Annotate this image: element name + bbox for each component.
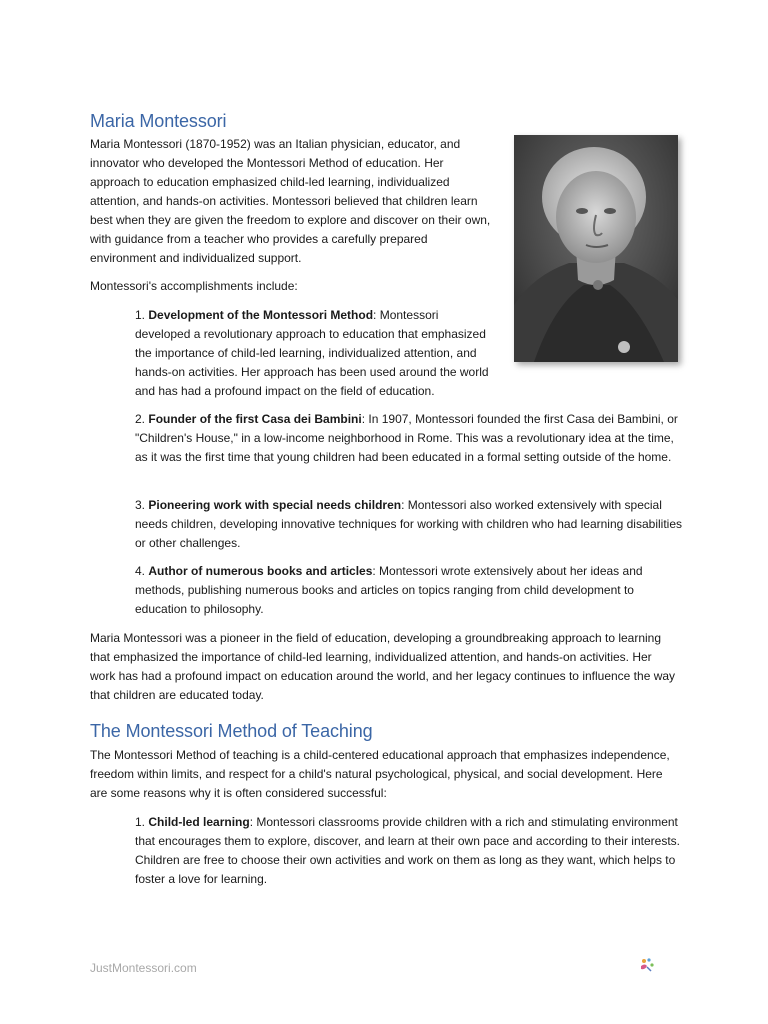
method-intro-paragraph: The Montessori Method of teaching is a child-centered educational approach that emphasizes independence, freedom within limits, and respect for a child's natural psychological, physical, and social development. Here are some reasons why it is often considered successful: xyxy=(90,748,670,800)
accomplishments-intro: Montessori's accomplishments include: xyxy=(90,279,298,293)
intro-paragraph: Maria Montessori (1870-1952) was an Italian physician, educator, and innovator who developed the Montessori Method of education. Her approach to education emphasized child-led learning, individualized attention, and hands-on activities. Montessori believed that children learn best when they are given the freedom to explore and discover on their own, with guidance from a teacher who provides a carefully prepared environment and individualized support. xyxy=(90,137,491,265)
list-item: 3. Pioneering work with special needs children: Montessori also worked extensively with special needs children, developing innovative techniques for working with children who had learning disabilities or other challenges. xyxy=(135,498,682,550)
section-title-method-of-teaching: The Montessori Method of Teaching xyxy=(90,721,373,741)
list-item: 1. Child-led learning: Montessori classrooms provide children with a rich and stimulating environment that encourages them to explore, discover, and learn at their own pace and according to their interests. Children are free to choose their own activities and work on them as long as they want, which helps to foster a love for learning. xyxy=(135,815,680,886)
site-logo-icon xyxy=(638,957,656,973)
section-title-maria-montessori: Maria Montessori xyxy=(90,111,227,131)
footer-site-link[interactable]: JustMontessori.com xyxy=(90,961,197,975)
portrait-photo xyxy=(514,135,678,362)
conclusion-paragraph: Maria Montessori was a pioneer in the field of education, developing a groundbreaking approach to learning that emphasized the importance of child-led learning, individualized attention, and hands-on activities. Her work has had a profound impact on education around the world, and her legacy continues to influence the way that children are educated today. xyxy=(90,631,676,702)
list-item: 2. Founder of the first Casa dei Bambini: In 1907, Montessori founded the first Casa dei Bambini, or "Children's House," in a low-income neighborhood in Rome. This was a revolutionary idea at the time, as it was the first time that young children had been educated in a formal setting outside of the home. xyxy=(135,412,678,464)
list-item: 4. Author of numerous books and articles: Montessori wrote extensively about her ideas and methods, publishing numerous books and articles on topics ranging from child development to education to philosophy. xyxy=(135,564,643,616)
list-item: 1. Development of the Montessori Method: Montessori developed a revolutionary approach to education that emphasized the importance of child-led learning, individualized attention, and hands-on activities. Her approach has been used around the world and has had a profound impact on the field of education. xyxy=(135,308,489,398)
